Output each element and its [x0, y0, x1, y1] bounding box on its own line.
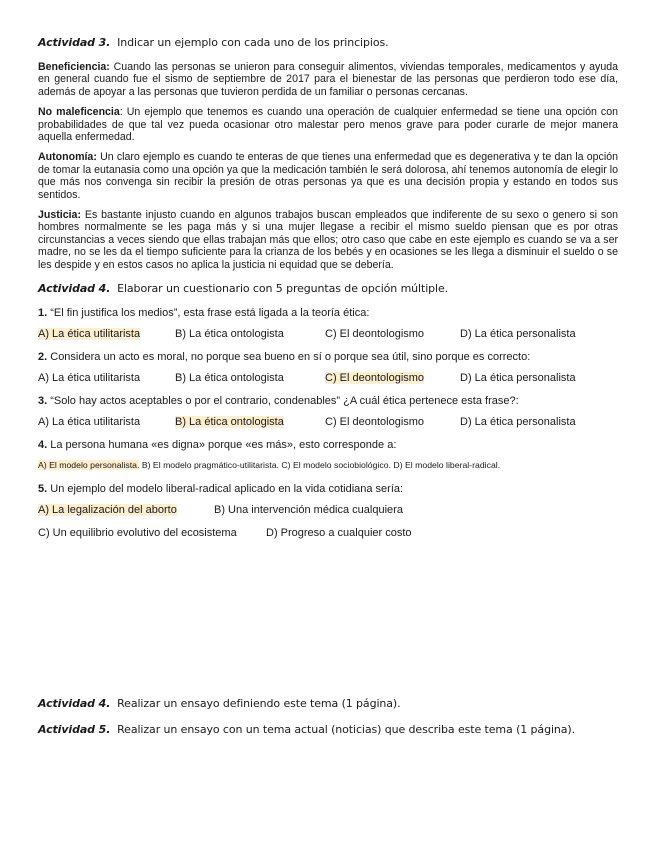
- option-3c: C) El deontologismo: [325, 416, 425, 429]
- question-5-options-row1: [38, 504, 618, 518]
- question-4: 4. La persona humana «es digna» porque «es más», esto corresponde a:: [38, 439, 397, 452]
- question-1-options: [38, 328, 618, 342]
- paragraph-justicia: Justicia: Es bastante injusto cuando en algunos trabajos buscan empleados que indiferente de su sexo o genero si son hombres normalmente se les paga más y si una mujer llegase a recibir el mismo sueldo piensan que es por otras circunstancias a veces siendo que ellas trabajan más que ellos; otro caso que cabe en este ejemplo es cuando se va a ser madre, no se les da el tiempo suficiente para la crianza de los bebés y en ocasiones se les llega a disminuir el sueldo o se les despide y en estos casos no aplica la justicia ni equidad que se debería.: [38, 209, 618, 271]
- option-1c: C) El deontologismo: [325, 328, 425, 341]
- paragraph-autonomia: Autonomía: Un claro ejemplo es cuando te enteras de que tienes una enfermedad que es degenerativa y te dan la opción de tomar la eutanasia como una opción ya que la medicación también le será dolorosa, ahí tenemos autonomía de elegir lo que más nos convenga sin recibir la presión de otras personas ya que es una decisión propia y estando en todos sus sentidos.: [38, 151, 618, 201]
- option-5b: B) Una intervención médica cualquiera: [214, 504, 403, 517]
- option-2a: A) La ética utilitarista: [38, 372, 141, 385]
- option-2b: B) La ética ontologista: [175, 372, 284, 385]
- option-1a: A) La ética utilitarista: [38, 328, 141, 341]
- question-2: 2. Considera un acto es moral, no porque sea bueno en sí o porque sea útil, sino porque es correcto:: [38, 351, 531, 364]
- option-1b: B) La ética ontologista: [175, 328, 284, 341]
- option-5c: C) Un equilibrio evolutivo del ecosistema: [38, 527, 237, 540]
- option-4b: B) El modelo pragmático-utilitarista.: [141, 460, 279, 471]
- option-4a: A) El modelo personalista.: [38, 460, 140, 471]
- paragraph-no-maleficencia: No maleficencia: Un ejemplo que tenemos es cuando una operación de cualquier enfermedad se tiene una opción con probabilidades de que tal vez pueda ocasionar otro malestar pero menos grave para poder curarle de mejor manera aquella enfermedad.: [38, 106, 619, 144]
- question-5: 5. Un ejemplo del modelo liberal-radical aplicado en la vida cotidiana sería:: [38, 483, 404, 496]
- question-3-options: [38, 416, 618, 430]
- actividad-4-heading: Actividad 4. Elaborar un cuestionario con 5 preguntas de opción múltiple.: [38, 282, 449, 296]
- option-2c: C) El deontologismo: [325, 372, 425, 385]
- actividad-3-heading: Actividad 3. Indicar un ejemplo con cada uno de los principios.: [38, 36, 389, 49]
- option-3a: A) La ética utilitarista: [38, 416, 141, 429]
- actividad-5-heading: Actividad 5. Realizar un ensayo con un tema actual (noticias) que describa este tema (1 página).: [38, 723, 576, 736]
- paragraph-beneficiencia: Beneficiencia: Cuando las personas se unieron para conseguir alimentos, viviendas temporales, medicamentos y ayuda en general cuando fue el sismo de septiembre de 2017 para el bienestar de las personas que perdieron todo ese día, además de apoyar a las personas que tuvieron perdida de un familiar o personas cercanas.: [38, 61, 618, 98]
- question-3: 3. “Solo hay actos aceptables o por el contrario, condenables” ¿A cuál ética pertenece esta frase?:: [38, 395, 519, 408]
- option-2d: D) La ética personalista: [460, 372, 576, 385]
- option-5a: A) La legalización del aborto: [38, 504, 177, 517]
- question-1: 1. “El fin justifica los medios”, esta frase está ligada a la teoría ética:: [38, 307, 370, 320]
- actividad-4-essay-heading: Actividad 4. Realizar un ensayo definiendo este tema (1 página).: [38, 697, 401, 710]
- question-5-options-row2: [38, 527, 618, 541]
- question-2-options: [38, 372, 618, 386]
- option-3d: D) La ética personalista: [460, 416, 576, 429]
- option-5d: D) Progreso a cualquier costo: [266, 527, 412, 540]
- option-4c: C) El modelo sociobiológico.: [281, 460, 391, 471]
- document-page: [38, 36, 618, 550]
- option-3b: B) La ética ontologista: [175, 416, 284, 429]
- question-4-options: [38, 460, 618, 474]
- option-4d: D) El modelo liberal-radical.: [393, 460, 501, 471]
- option-1d: D) La ética personalista: [460, 328, 576, 341]
